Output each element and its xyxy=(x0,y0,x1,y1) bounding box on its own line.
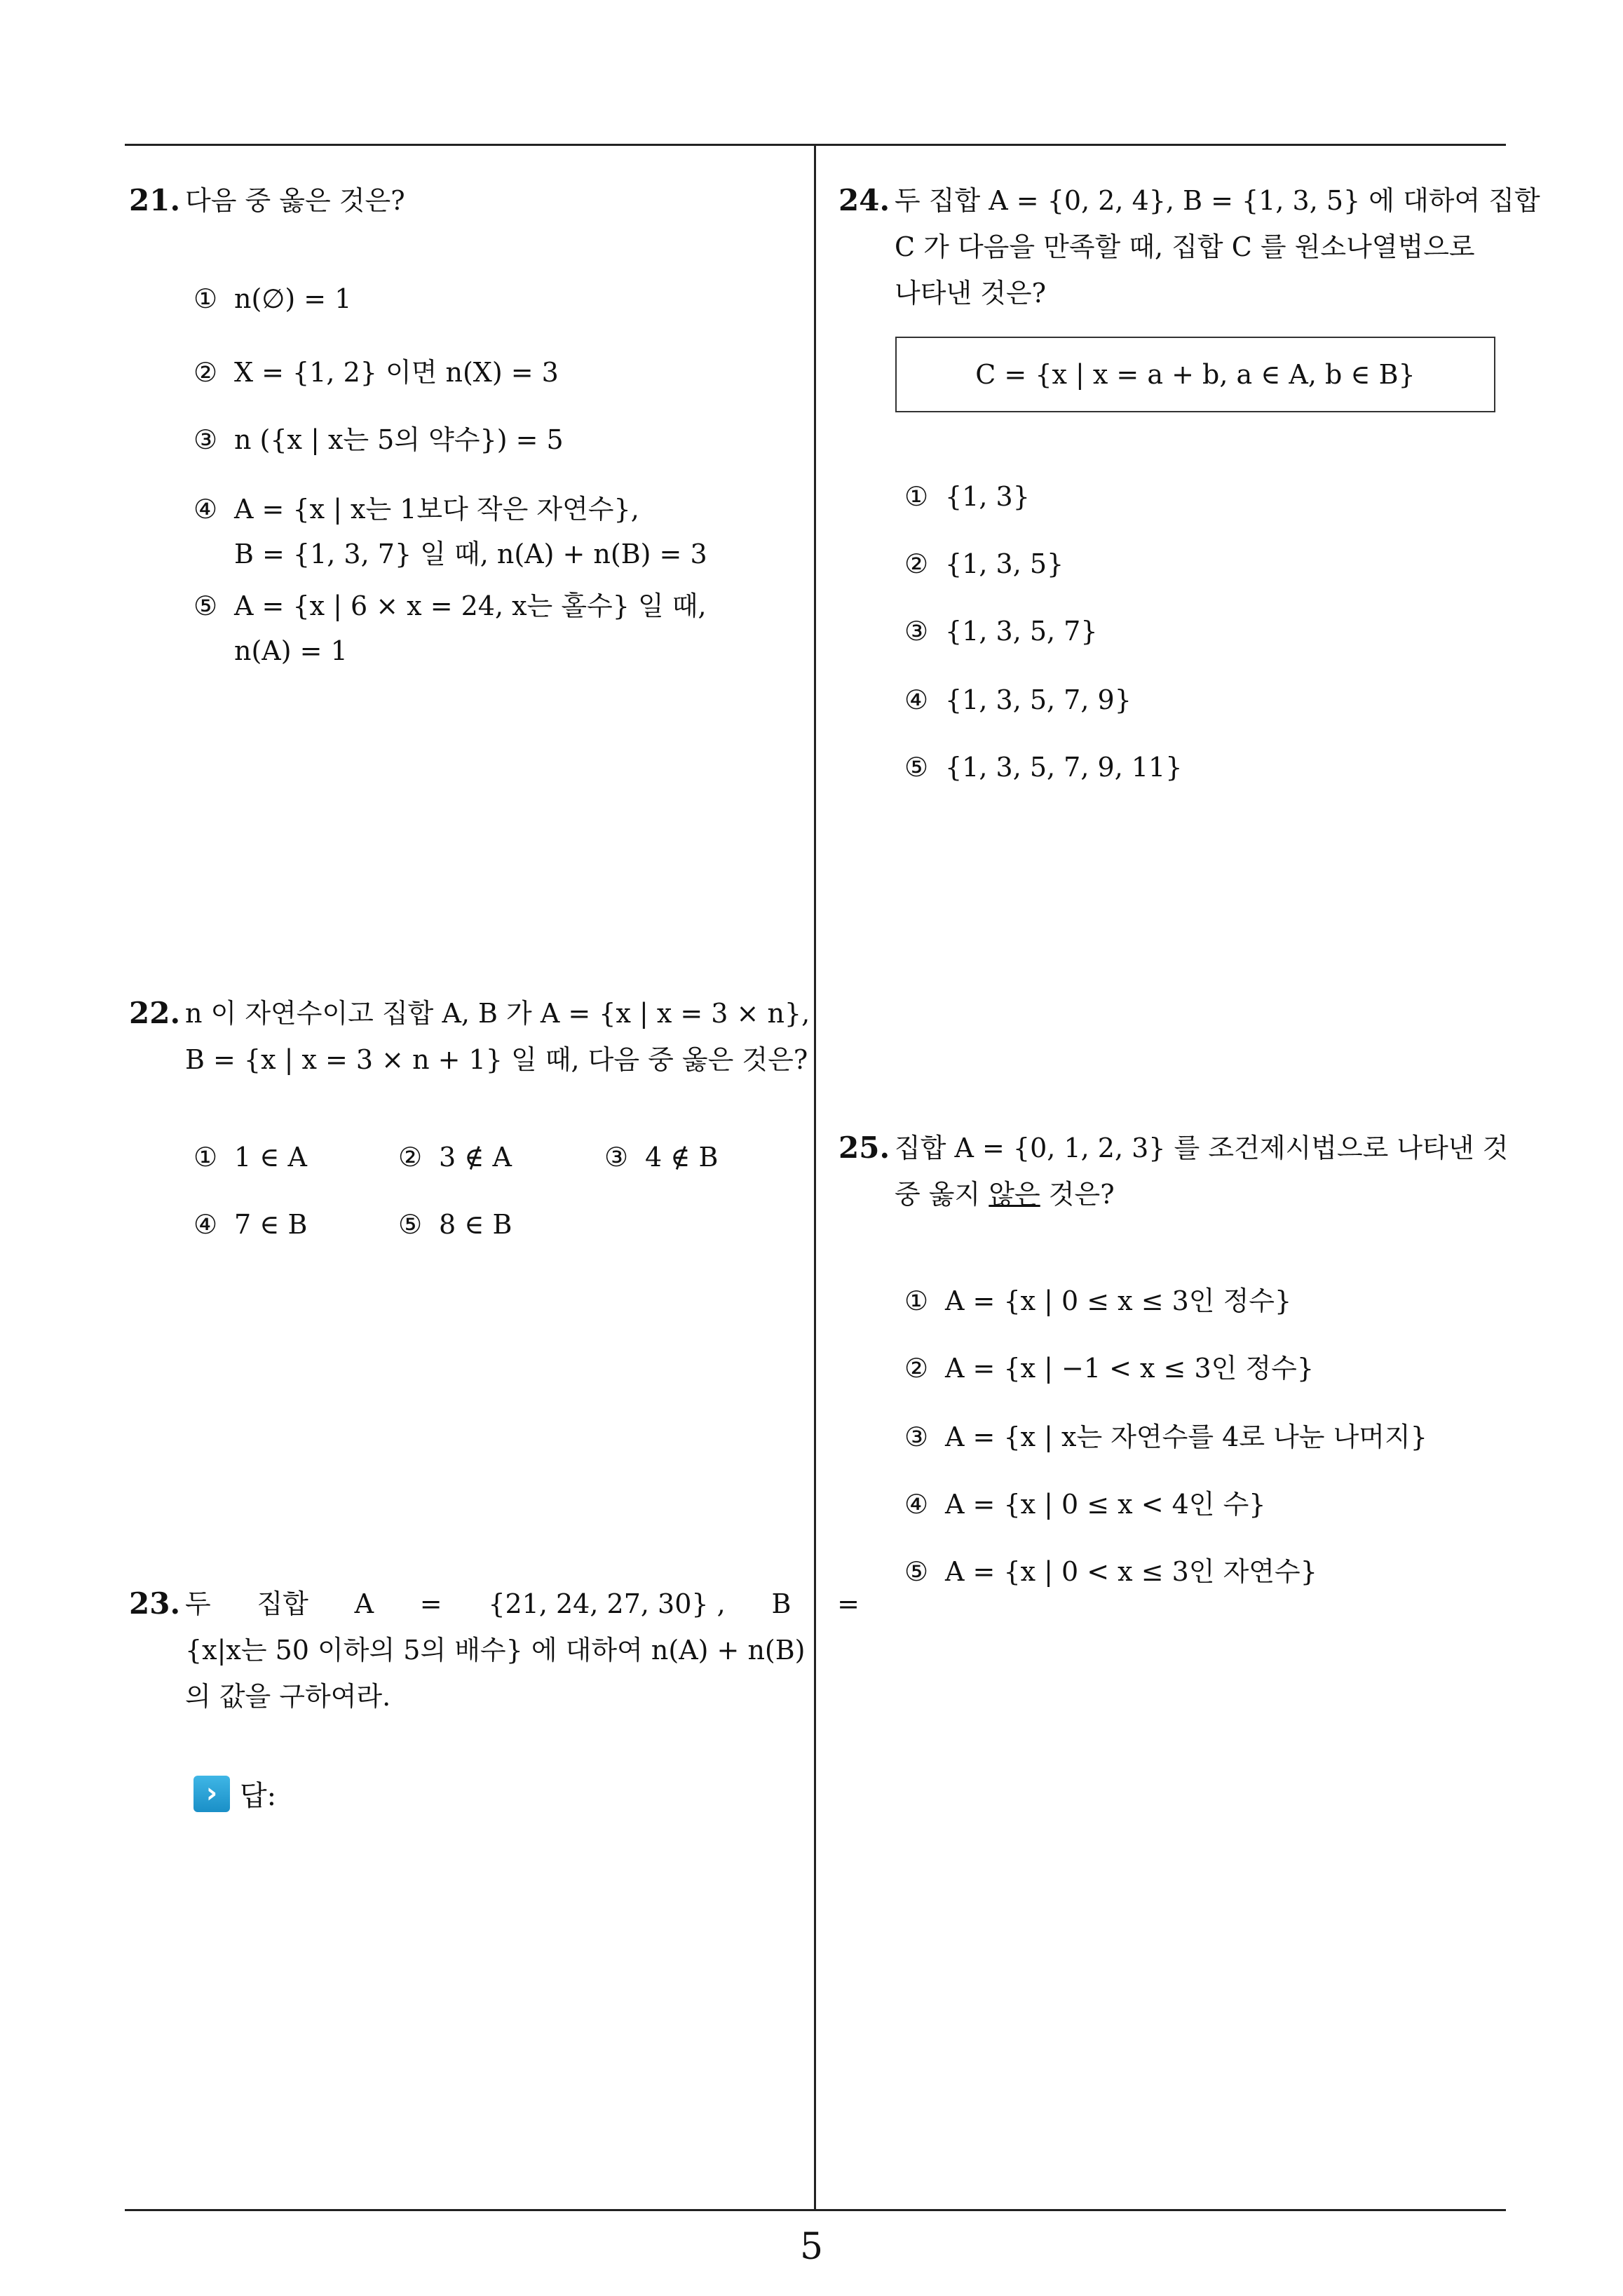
q22-choice-2[interactable] xyxy=(398,1142,512,1173)
question-number: 23. xyxy=(129,1586,181,1621)
choice-text: {1, 3, 5, 7, 9, 11} xyxy=(945,752,1183,783)
chevron-right-icon: › xyxy=(193,1776,230,1812)
word: = xyxy=(419,1588,442,1619)
choice-mark: ⑤ xyxy=(904,1556,929,1587)
choice-text: A = {x | 6 × x = 24, x는 홀수} 일 때, xyxy=(234,590,707,621)
q21-choice-5[interactable] xyxy=(193,583,707,673)
choice-text: n ({x | x는 5의 약수}) = 5 xyxy=(234,424,564,455)
q21-choice-3[interactable] xyxy=(193,418,564,457)
question-text-line: 나타낸 것은? xyxy=(895,278,1046,309)
page-number: 5 xyxy=(799,2226,824,2268)
text-segment: 것은? xyxy=(1040,1179,1115,1210)
choice-text: n(∅) = 1 xyxy=(234,283,352,314)
choice-mark: ② xyxy=(904,1353,929,1384)
choice-text: A = {x | 0 ≤ x < 4인 수} xyxy=(945,1489,1266,1520)
choice-text: {1, 3, 5, 7, 9} xyxy=(945,684,1132,715)
question-text-line: 의 값을 구하여라. xyxy=(185,1681,391,1712)
q25-choice-1[interactable] xyxy=(904,1279,1291,1318)
word: = xyxy=(837,1588,860,1619)
text-segment: 중 옳지 xyxy=(895,1179,989,1210)
choice-mark: ④ xyxy=(904,1489,929,1520)
choice-mark: ④ xyxy=(904,684,929,715)
word: B xyxy=(771,1588,792,1619)
choice-text: 1 ∈ A xyxy=(234,1142,307,1173)
choice-text: A = {x | x는 자연수를 4로 나눈 나머지} xyxy=(945,1422,1427,1452)
answer-label: 답: xyxy=(240,1780,277,1812)
question-text-line: {x|x는 50 이하의 5의 배수} 에 대하여 n(A) + n(B) xyxy=(185,1635,806,1666)
q22-choice-1[interactable] xyxy=(193,1142,307,1173)
choice-text: A = {x | 0 < x ≤ 3인 자연수} xyxy=(945,1556,1317,1587)
q24-choice-5[interactable] xyxy=(904,752,1182,783)
choice-mark: ① xyxy=(193,1142,218,1173)
q25-choice-5[interactable] xyxy=(904,1550,1317,1588)
question-number: 22. xyxy=(129,996,181,1030)
choice-text: {1, 3, 5, 7} xyxy=(945,616,1098,647)
choice-mark: ③ xyxy=(604,1142,629,1173)
word: A xyxy=(354,1588,374,1619)
choice-text: X = {1, 2} 이면 n(X) = 3 xyxy=(234,357,559,388)
choice-mark: ① xyxy=(193,283,218,314)
column-divider xyxy=(814,144,816,2211)
choice-text: 8 ∈ B xyxy=(439,1209,512,1240)
choice-text-2: B = {1, 3, 7} 일 때, n(A) + n(B) = 3 xyxy=(234,539,707,569)
choice-text: A = {x | x는 1보다 작은 자연수}, xyxy=(234,494,639,525)
choice-text: 7 ∈ B xyxy=(234,1209,308,1240)
q24-choice-3[interactable] xyxy=(904,616,1098,647)
question-number: 21. xyxy=(129,183,181,217)
q21-choice-2[interactable] xyxy=(193,351,559,389)
choice-mark: ② xyxy=(193,357,218,388)
question-number: 24. xyxy=(838,183,890,217)
question-text-line: 집합 A = {0, 1, 2, 3} 를 조건제시법으로 나타낸 것 xyxy=(895,1133,1509,1163)
question-number: 25. xyxy=(838,1130,890,1165)
choice-mark: ⑤ xyxy=(193,590,218,621)
choice-mark: ⑤ xyxy=(904,752,929,783)
q24-choice-4[interactable] xyxy=(904,684,1132,715)
choice-text: A = {x | 0 ≤ x ≤ 3인 정수} xyxy=(945,1285,1292,1316)
choice-text: {1, 3, 5} xyxy=(945,548,1064,579)
choice-mark: ② xyxy=(398,1142,423,1173)
word: {21, 24, 27, 30} , xyxy=(488,1588,726,1619)
choice-mark: ③ xyxy=(904,616,929,647)
word: 두 xyxy=(185,1588,211,1619)
q25-choice-3[interactable] xyxy=(904,1415,1427,1454)
q21-choice-4[interactable] xyxy=(193,487,707,576)
choice-mark: ③ xyxy=(193,424,218,455)
answer-field[interactable] xyxy=(193,1774,276,1814)
choice-text: A = {x | −1 < x ≤ 3인 정수} xyxy=(945,1353,1315,1384)
bottom-rule xyxy=(125,2209,1506,2211)
q24-choice-2[interactable] xyxy=(904,548,1064,579)
question-text-line xyxy=(185,1581,860,1627)
choice-mark: ④ xyxy=(193,494,218,525)
q24-choice-1[interactable] xyxy=(904,481,1030,512)
question-text-line: n 이 자연수이고 집합 A, B 가 A = {x | x = 3 × n}, xyxy=(185,998,810,1029)
question-text: 다음 중 옳은 것은? xyxy=(185,185,405,216)
choice-mark: ① xyxy=(904,481,929,512)
condition-box: C = {x | x = a + b, a ∈ A, b ∈ B} xyxy=(895,337,1495,412)
choice-text: 4 ∉ B xyxy=(645,1142,719,1173)
choice-mark: ③ xyxy=(904,1422,929,1452)
choice-mark: ⑤ xyxy=(398,1209,423,1240)
q21-choice-1[interactable] xyxy=(193,283,351,314)
choice-text: 3 ∉ A xyxy=(439,1142,512,1173)
q25-choice-2[interactable] xyxy=(904,1346,1314,1385)
question-text-line xyxy=(895,1171,1508,1217)
question-text-line: C 가 다음을 만족할 때, 집합 C 를 원소나열법으로 xyxy=(895,231,1475,262)
choice-mark: ① xyxy=(904,1285,929,1316)
choice-text-2: n(A) = 1 xyxy=(234,635,348,666)
q22-choice-5[interactable] xyxy=(398,1209,512,1240)
question-text-line: B = {x | x = 3 × n + 1} 일 때, 다음 중 옳은 것은? xyxy=(185,1044,808,1075)
choice-mark: ② xyxy=(904,548,929,579)
word: 집합 xyxy=(257,1588,308,1619)
choice-mark: ④ xyxy=(193,1209,218,1240)
choice-text: {1, 3} xyxy=(945,481,1030,512)
q25-choice-4[interactable] xyxy=(904,1483,1265,1521)
q22-choice-3[interactable] xyxy=(604,1142,718,1173)
underlined-text: 않은 xyxy=(989,1179,1040,1210)
q22-choice-4[interactable] xyxy=(193,1209,307,1240)
question-text-line: 두 집합 A = {0, 2, 4}, B = {1, 3, 5} 에 대하여 집합 xyxy=(895,185,1540,216)
